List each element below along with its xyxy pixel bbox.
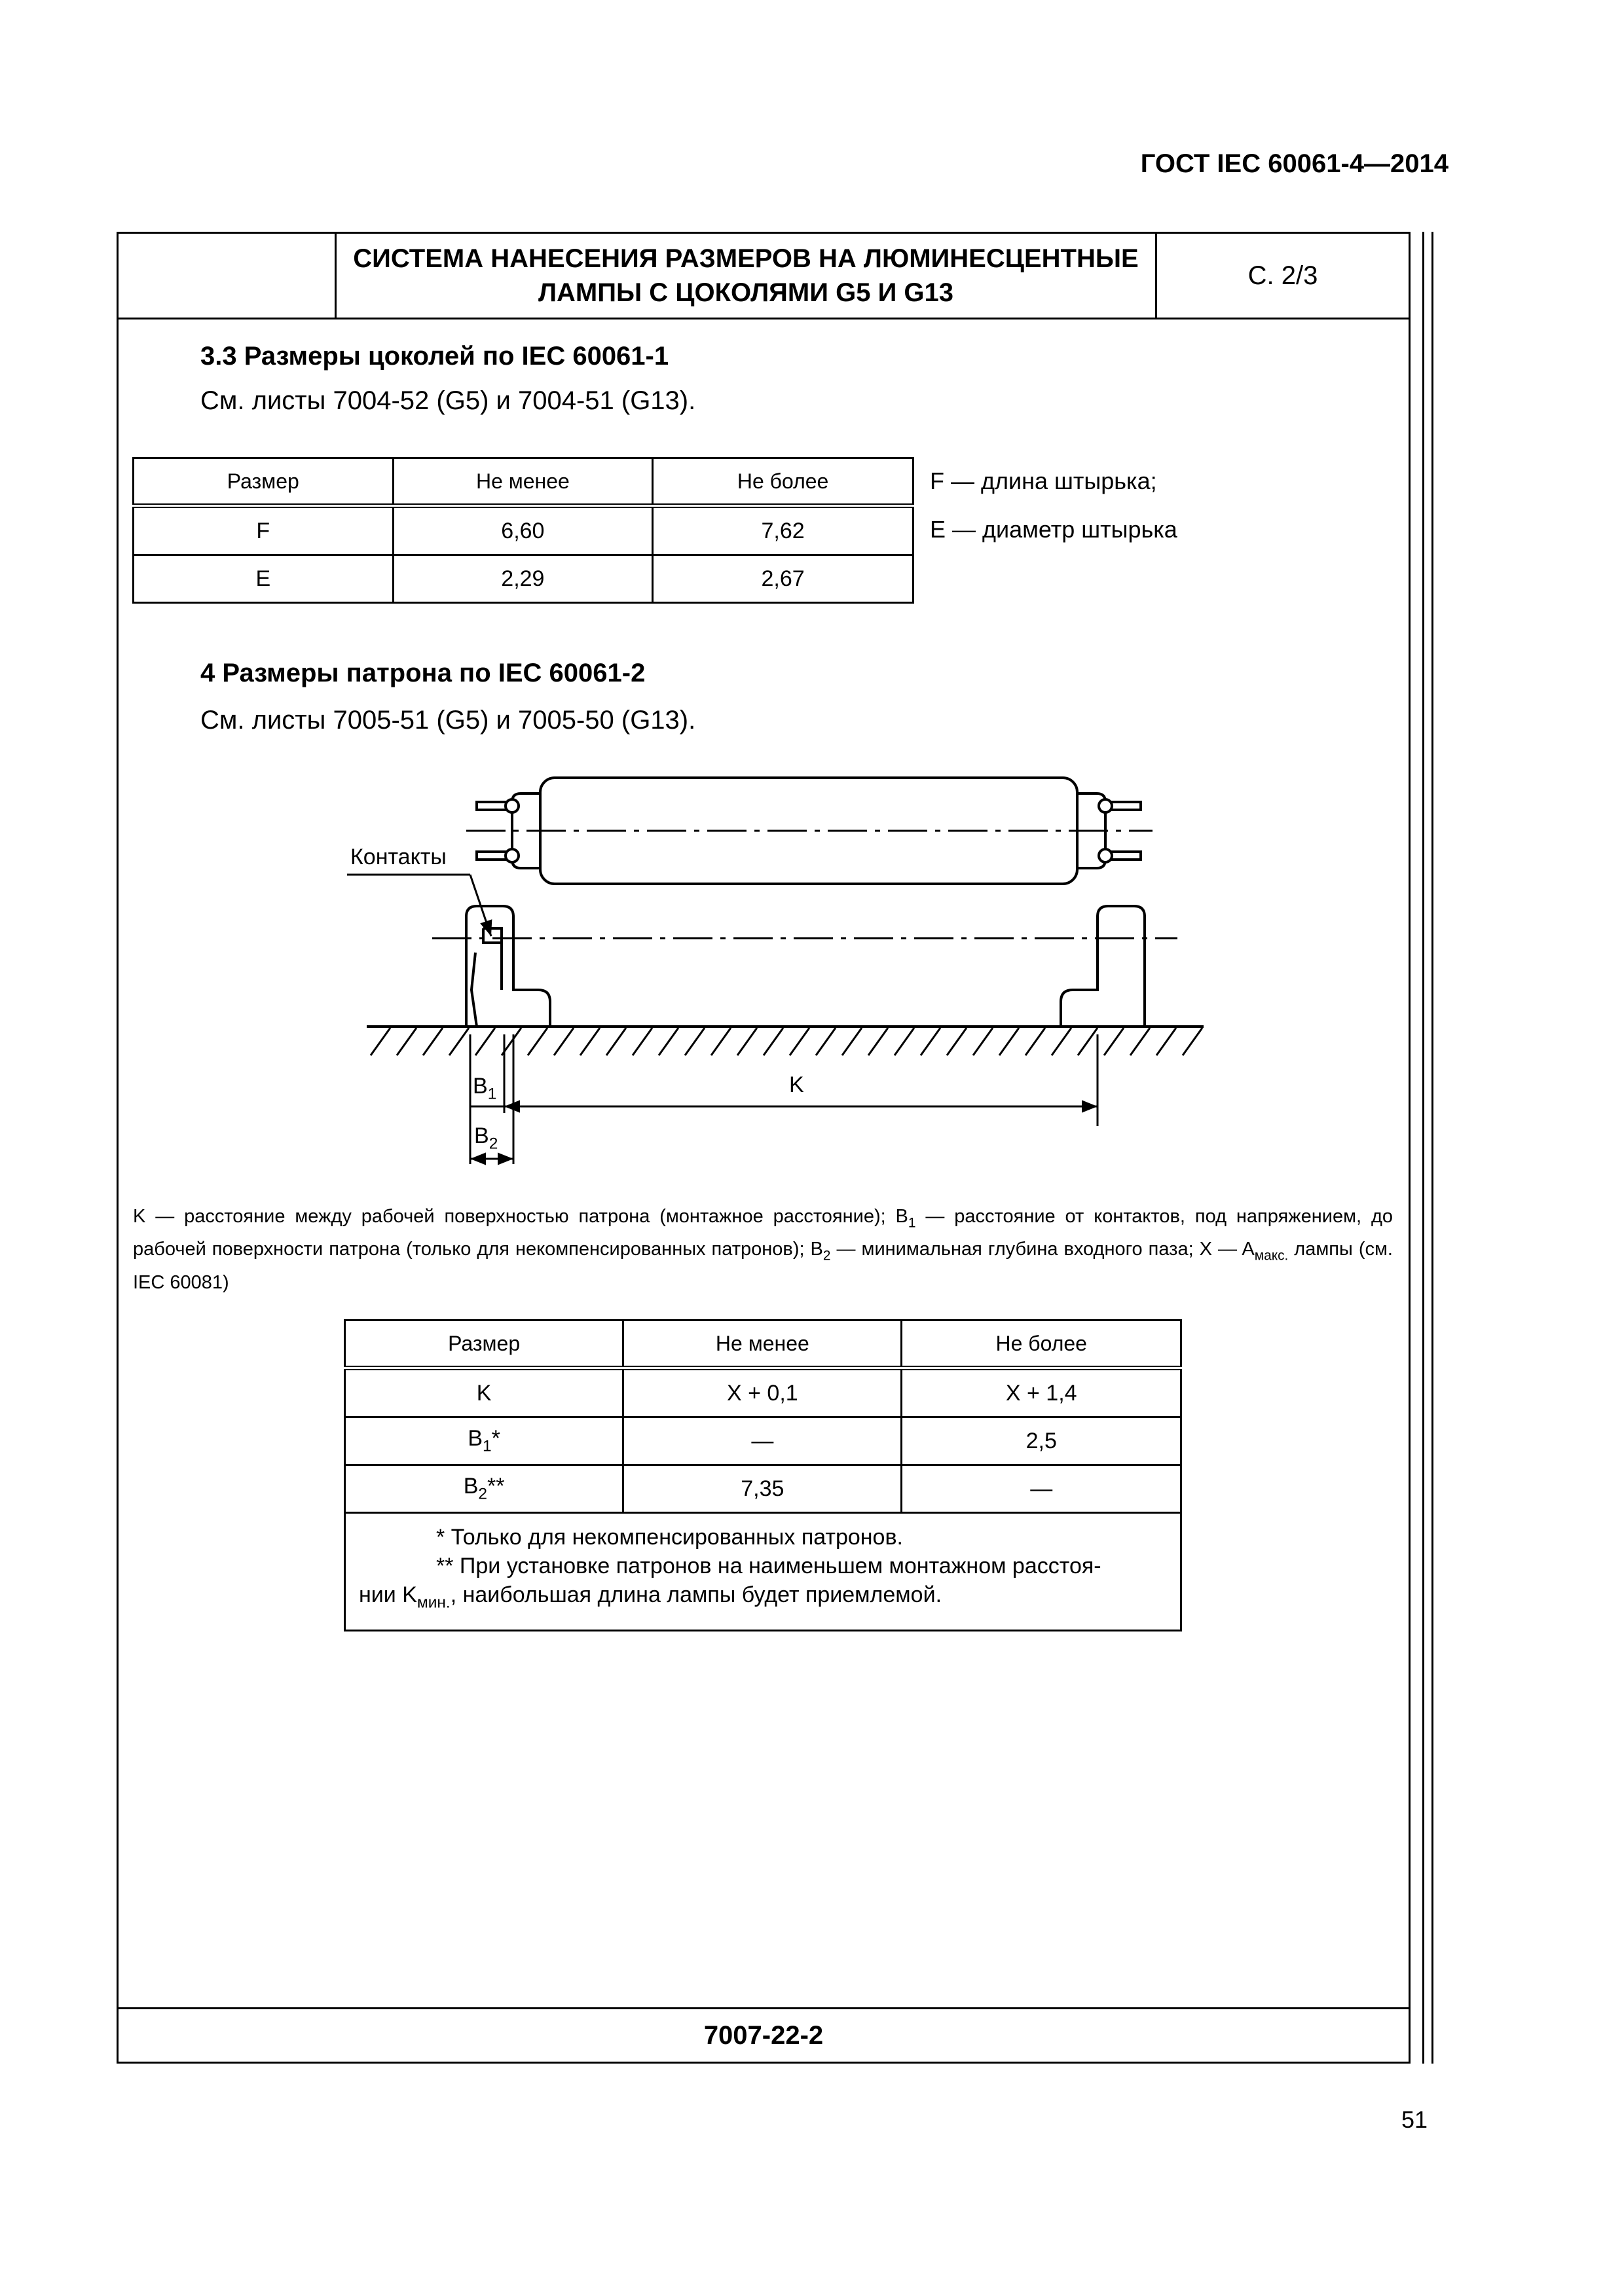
table-header-cell: Не менее bbox=[623, 1321, 902, 1368]
table-cell: 6,60 bbox=[393, 506, 653, 555]
holder-dimensions-table bbox=[344, 1319, 1182, 1631]
page-number: 51 bbox=[1401, 2106, 1428, 2133]
section-4-text: См. листы 7005-51 (G5) и 7005-50 (G13). bbox=[200, 706, 696, 735]
table-cell: F bbox=[134, 506, 394, 555]
table-cell: E bbox=[134, 555, 394, 603]
section-3-3-heading: 3.3 Размеры цоколей по IEC 60061-1 bbox=[200, 342, 669, 371]
table-header-cell: Размер bbox=[345, 1321, 623, 1368]
sheet-page: С. 2/3 bbox=[1247, 261, 1318, 290]
holder-right bbox=[1061, 906, 1145, 1027]
table-cell: 2,67 bbox=[653, 555, 913, 603]
table-cell: $B_1*$ bbox=[345, 1417, 623, 1465]
holders bbox=[367, 906, 1204, 1027]
table-cell: 2,29 bbox=[393, 555, 653, 603]
legend-f: F — длина штырька; bbox=[930, 467, 1157, 494]
sheet-title: СИСТЕМА НАНЕСЕНИЯ РАЗМЕРОВ НА ЛЮМИНЕСЦЕНТНЫЕ ЛАМПЫ С ЦОКОЛЯМИ G5 И G13 bbox=[337, 234, 1157, 318]
holder-slot bbox=[471, 953, 477, 1027]
table-cell: 7,62 bbox=[653, 506, 913, 555]
table-header-cell: Не более bbox=[653, 458, 913, 506]
standard-designation: ГОСТ IEC 60061-4—2014 bbox=[1140, 149, 1449, 178]
label-k: K bbox=[789, 1072, 804, 1097]
section-3-3-text: См. листы 7004-52 (G5) и 7004-51 (G13). bbox=[200, 386, 696, 415]
table-footnotes bbox=[345, 1513, 1181, 1631]
section-4-heading: 4 Размеры патрона по IEC 60061-2 bbox=[200, 659, 646, 687]
label-b2: $B_2$ bbox=[474, 1123, 498, 1153]
table-header-cell: Не более bbox=[902, 1321, 1181, 1368]
label-contacts: Контакты bbox=[350, 845, 447, 869]
table-cell: — bbox=[902, 1465, 1181, 1513]
footnote-1: * Только для некомпенсированных патронов. bbox=[436, 1525, 903, 1550]
label-b1: $B_1$ bbox=[473, 1074, 497, 1103]
table-header-cell: Не менее bbox=[393, 458, 653, 506]
figure-legend-note: K — расстояние между рабочей поверхностью патрона (монтажное расстояние); $B_1$ — расстояние от контактов, под напряжением, до рабочей поверхности патрона (только для некомпенсированных патронов); $B_2$ — минимальная глубина входного паза; X — $A_{макс.}$ лампы (см. IEC 60081) bbox=[133, 1206, 1393, 1293]
dimension-lines bbox=[347, 875, 1098, 1164]
table-cell: 2,5 bbox=[902, 1417, 1181, 1465]
sheet-number: 7007-22-2 bbox=[119, 2007, 1409, 2062]
table-cell: K bbox=[345, 1368, 623, 1417]
table-footnote-row bbox=[345, 1513, 1181, 1631]
holder-left bbox=[466, 906, 550, 1027]
ground-hatching bbox=[371, 1028, 1202, 1055]
table-header-cell: Размер bbox=[134, 458, 394, 506]
table-cell: 7,35 bbox=[623, 1465, 902, 1513]
table-row bbox=[345, 1417, 1181, 1465]
table-row bbox=[345, 1368, 1181, 1417]
footnote-2-cont: нии $K_{мин.}$, наибольшая длина лампы будет приемлемой. bbox=[359, 1582, 942, 1612]
footnote-2: ** При установке патронов на наименьшем монтажном расстоя- bbox=[436, 1554, 1101, 1578]
table-row bbox=[345, 1465, 1181, 1513]
table-header-row bbox=[345, 1321, 1181, 1368]
table-cell: $B_2**$ bbox=[345, 1465, 623, 1513]
legend-e: E — диаметр штырька bbox=[930, 516, 1177, 543]
table-cell: — bbox=[623, 1417, 902, 1465]
table-cell: X + 1,4 bbox=[902, 1368, 1181, 1417]
table-cell: X + 0,1 bbox=[623, 1368, 902, 1417]
